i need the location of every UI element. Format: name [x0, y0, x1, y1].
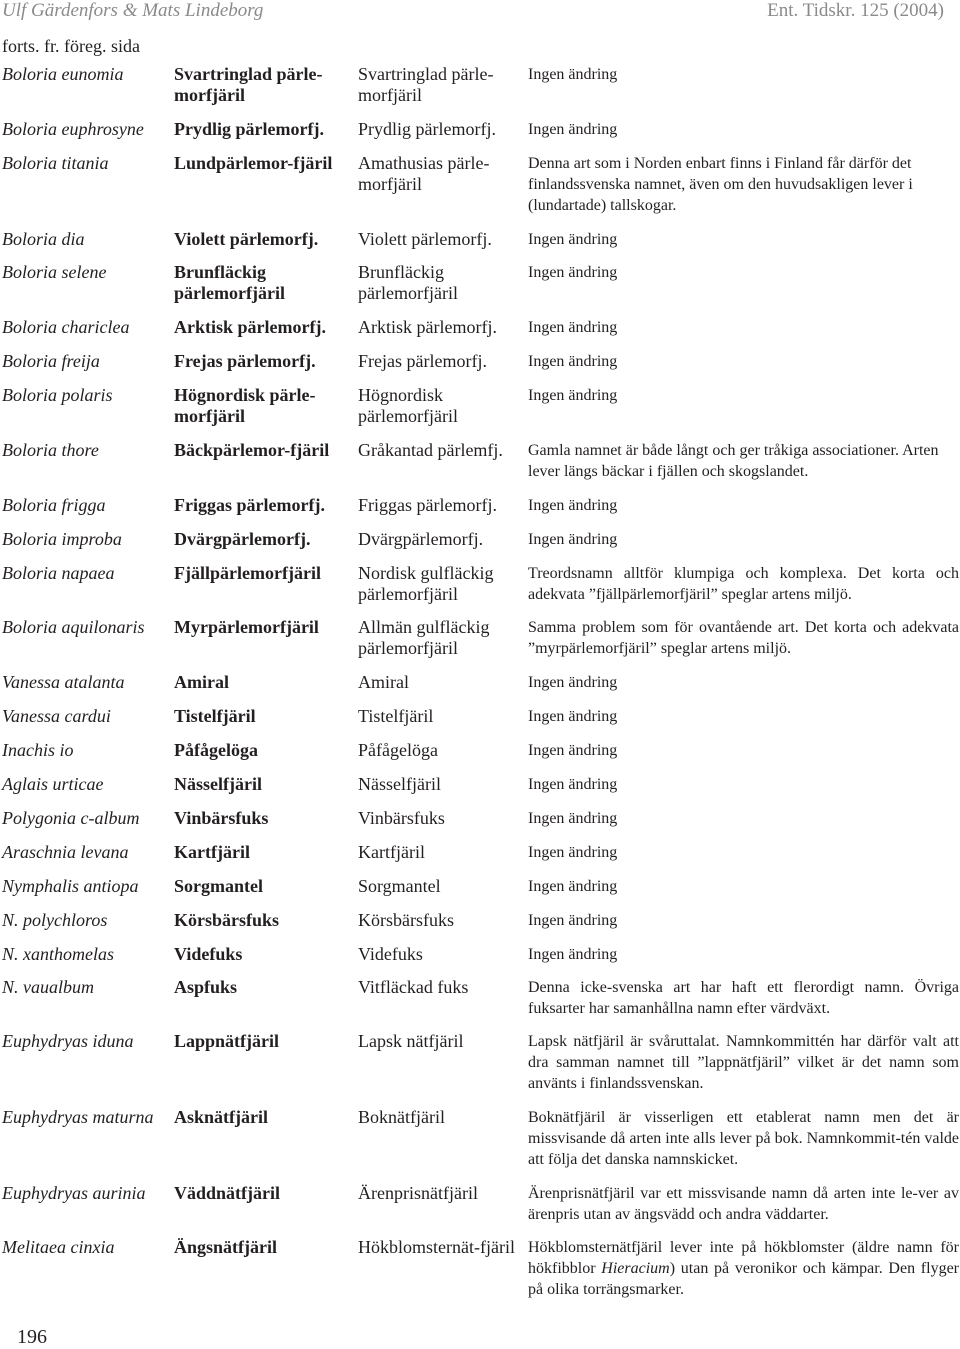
proposed-name: Högnordisk pärle-morfjäril: [174, 385, 316, 426]
continued-note: forts. fr. föreg. sida: [2, 36, 140, 56]
old-name: Videfuks: [358, 944, 423, 964]
old-name: Brunfläckig pärlemorfjäril: [358, 262, 458, 303]
comment: Denna icke-svenska art har haft ett flerordigt namn. Övriga fuksarter har samanhållna namn efter värdväxt.: [528, 979, 959, 1017]
proposed-name: Svartringlad pärle-morfjäril: [174, 64, 323, 105]
comment: Samma problem som för ovantående art. Det korta och adekvata ”myrpärlemorfjäril” speglar artens miljö.: [528, 619, 959, 657]
scientific-name: Nymphalis antiopa: [2, 876, 139, 896]
old-name: Kartfjäril: [358, 842, 425, 862]
proposed-name: Frejas pärlemorfj.: [174, 351, 316, 371]
scientific-name: Boloria euphrosyne: [2, 119, 144, 139]
scientific-name: Boloria dia: [2, 229, 85, 249]
comment: Ingen ändring: [528, 708, 618, 725]
comment: Ingen ändring: [528, 776, 618, 793]
proposed-name: Myrpärlemorfjäril: [174, 617, 319, 637]
old-name: Sorgmantel: [358, 876, 441, 896]
old-name: Tistelfjäril: [358, 706, 434, 726]
comment: Lapsk nätfjäril är svåruttalat. Namnkommittén har därför valt att dra samman namnet till ”lappnätfjäril” vilket är det namn som använts i finlandssvenskan.: [528, 1033, 959, 1092]
proposed-name: Fjällpärlemorfjäril: [174, 563, 321, 583]
proposed-name: Violett pärlemorfj.: [174, 229, 319, 249]
comment: Ingen ändring: [528, 231, 618, 248]
old-name: Svartringlad pärle-morfjäril: [358, 64, 494, 105]
proposed-name: Asknätfjäril: [174, 1107, 268, 1127]
comment: Ingen ändring: [528, 674, 618, 691]
scientific-name: Boloria aquilonaris: [2, 617, 145, 637]
scientific-name: Boloria thore: [2, 440, 99, 460]
proposed-name: Ängsnätfjäril: [174, 1237, 277, 1257]
comment: Ingen ändring: [528, 844, 618, 861]
scientific-name: Inachis io: [2, 740, 74, 760]
proposed-name: Påfågelöga: [174, 740, 258, 760]
proposed-name: Nässelfjäril: [174, 774, 262, 794]
scientific-name: Euphydryas iduna: [2, 1031, 134, 1051]
running-header: [2, 0, 944, 26]
old-name: Nässelfjäril: [358, 774, 441, 794]
proposed-name: Tistelfjäril: [174, 706, 256, 726]
comment: Ingen ändring: [528, 319, 618, 336]
scientific-name: Boloria napaea: [2, 563, 115, 583]
comment: Ingen ändring: [528, 66, 618, 83]
proposed-name: Vinbärsfuks: [174, 808, 269, 828]
proposed-name: Lappnätfjäril: [174, 1031, 280, 1051]
comment-text: Hökblomsternätfjäril lever inte på hökblomster (äldre namn för hökfibblor: [528, 1239, 959, 1277]
comment: Ingen ändring: [528, 531, 618, 548]
scientific-name: Boloria eunomia: [2, 64, 124, 84]
comment: Gamla namnet är både långt och ger tråkiga associationer. Arten lever längs bäckar i fjällen och skogslandet.: [528, 442, 939, 480]
comment: Ingen ändring: [528, 912, 618, 929]
old-name: Lapsk nätfjäril: [358, 1031, 464, 1051]
old-name: Vitfläckad fuks: [358, 977, 469, 997]
proposed-name: Amiral: [174, 672, 229, 692]
scientific-name: Boloria frigga: [2, 495, 106, 515]
comment-genus: Hieracium: [601, 1260, 670, 1277]
scientific-name: Polygonia c-album: [2, 808, 140, 828]
proposed-name: Sorgmantel: [174, 876, 263, 896]
scientific-name: Araschnia levana: [2, 842, 129, 862]
scientific-name: Boloria titania: [2, 153, 109, 173]
proposed-name: Lundpärlemor-fjäril: [174, 153, 333, 173]
header-authors: Ulf Gärdenfors & Mats Lindeborg: [2, 0, 264, 21]
old-name: Amathusias pärle-morfjäril: [358, 153, 490, 194]
header-journal: Ent. Tidskr. 125 (2004): [767, 0, 944, 21]
scientific-name: N. vaualbum: [2, 977, 94, 997]
proposed-name: Prydlig pärlemorfj.: [174, 119, 324, 139]
proposed-name: Aspfuks: [174, 977, 238, 997]
proposed-name: Videfuks: [174, 944, 243, 964]
comment: Ingen ändring: [528, 264, 618, 281]
scientific-name: Euphydryas maturna: [2, 1107, 154, 1127]
comment: Ingen ändring: [528, 387, 618, 404]
scientific-name: Vanessa cardui: [2, 706, 111, 726]
comment: Ingen ändring: [528, 810, 618, 827]
old-name: Dvärgpärlemorfj.: [358, 529, 484, 549]
old-name: Amiral: [358, 672, 409, 692]
old-name: Högnordisk pärlemorfjäril: [358, 385, 458, 426]
scientific-name: Aglais urticae: [2, 774, 104, 794]
scientific-name: Boloria freija: [2, 351, 100, 371]
old-name: Arktisk pärlemorfj.: [358, 317, 497, 337]
comment: Ingen ändring: [528, 353, 618, 370]
old-name: Körsbärsfuks: [358, 910, 454, 930]
scientific-name: Euphydryas aurinia: [2, 1183, 146, 1203]
comment: [528, 1237, 959, 1300]
proposed-name: Kartfjäril: [174, 842, 250, 862]
comment: Ingen ändring: [528, 121, 618, 138]
old-name: Ärenprisnätfjäril: [358, 1183, 478, 1203]
old-name: Vinbärsfuks: [358, 808, 445, 828]
comment: Denna art som i Norden enbart finns i Finland får därför det finlandssvenska namnet, även om den huvudsakligen lever i (lundartade) tallskogar.: [528, 155, 913, 214]
old-name: Nordisk gulfläckig pärlemorfjäril: [358, 563, 494, 604]
proposed-name: Dvärgpärlemorfj.: [174, 529, 311, 549]
old-name: Friggas pärlemorfj.: [358, 495, 497, 515]
comment: Ingen ändring: [528, 742, 618, 759]
proposed-name: Körsbärsfuks: [174, 910, 280, 930]
comment: Ingen ändring: [528, 497, 618, 514]
scientific-name: Boloria improba: [2, 529, 122, 549]
proposed-name: Arktisk pärlemorfj.: [174, 317, 326, 337]
scientific-name: Vanessa atalanta: [2, 672, 125, 692]
comment: Boknätfjäril är visserligen ett etablerat namn men det är missvisande då arten inte alls lever på bok. Namnkommit-tén valde att följa det danska namnskicket.: [528, 1109, 959, 1168]
scientific-name: Boloria selene: [2, 262, 107, 282]
scientific-name: Boloria chariclea: [2, 317, 130, 337]
old-name: Violett pärlemorfj.: [358, 229, 492, 249]
comment: Ingen ändring: [528, 946, 618, 963]
proposed-name: Friggas pärlemorfj.: [174, 495, 325, 515]
old-name: Prydlig pärlemorfj.: [358, 119, 496, 139]
scientific-name: Boloria polaris: [2, 385, 113, 405]
comment: Ingen ändring: [528, 878, 618, 895]
comment: Ärenprisnätfjäril var ett missvisande namn då arten inte le-ver av ärenpris utan av ängsvädd och andra väddarter.: [528, 1185, 959, 1223]
scientific-name: N. polychloros: [2, 910, 108, 930]
old-name: Påfågelöga: [358, 740, 438, 760]
old-name: Gråkantad pärlemfj.: [358, 440, 503, 460]
page-number: 196: [17, 1326, 47, 1348]
old-name: Boknätfjäril: [358, 1107, 445, 1127]
comment-text: ) utan på veronikor och kämpar. Den flyger på olika torrängsmarker.: [528, 1260, 960, 1298]
scientific-name: Melitaea cinxia: [2, 1237, 115, 1257]
old-name: Allmän gulfläckig pärlemorfjäril: [358, 617, 490, 658]
scientific-name: N. xanthomelas: [2, 944, 114, 964]
comment: Treordsnamn alltför klumpiga och komplexa. Det korta och adekvata ”fjällpärlemorfjäril” speglar artens miljö.: [528, 565, 959, 603]
old-name: Frejas pärlemorfj.: [358, 351, 487, 371]
proposed-name: Brunfläckig pärlemorfjäril: [174, 262, 285, 303]
old-name: Hökblomsternät-fjäril: [358, 1237, 515, 1257]
proposed-name: Bäckpärlemor-fjäril: [174, 440, 330, 460]
proposed-name: Väddnätfjäril: [174, 1183, 281, 1203]
